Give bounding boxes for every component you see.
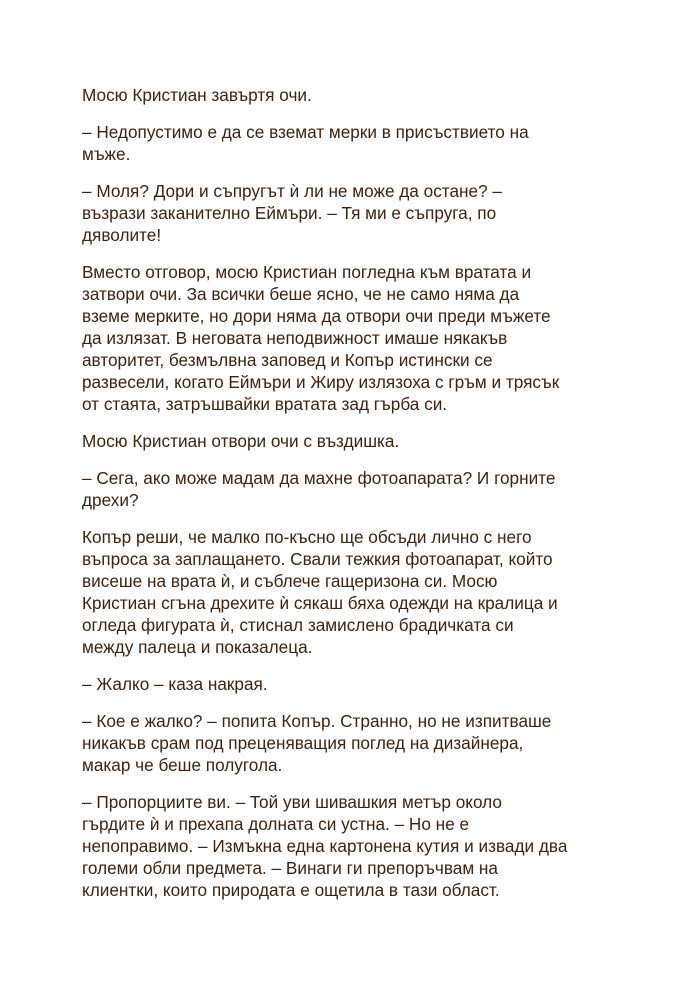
paragraph-10 <box>82 791 640 901</box>
paragraph-1 <box>82 84 640 106</box>
paragraph-3 <box>82 180 640 246</box>
text-line: Вместо отговор, мосю Кристиан погледна към вратата и <box>82 262 532 282</box>
paragraph-4 <box>82 261 640 415</box>
text-line: въпроса за заплащането. Свали тежкия фотоапарат, който <box>82 549 553 569</box>
text-line: – Сега, ако може мадам да махне фотоапарата? И горните <box>82 468 556 488</box>
text-line: мъже. <box>82 144 131 164</box>
text-line: Кристиан сгъна дрехите ѝ сякаш бяха одежди на кралица и <box>82 593 558 613</box>
text-line: Копър реши, че малко по-късно ще обсъди лично с него <box>82 527 532 547</box>
text-line: големи обли предмета. – Винаги ги препоръчвам на <box>82 858 498 878</box>
text-line: клиентки, които природата е ощетила в тази област. <box>82 880 500 900</box>
paragraph-8 <box>82 673 640 695</box>
text-line: развесели, когато Еймъри и Жиру излязоха с гръм и трясък <box>82 372 560 392</box>
text-line: между палеца и показалеца. <box>82 637 313 657</box>
text-line: огледа фигурата ѝ, стиснал замислено брадичката си <box>82 615 514 635</box>
text-line: висеше на врата ѝ, и съблече гащеризона си. Мосю <box>82 571 498 591</box>
paragraph-7 <box>82 526 640 658</box>
text-line: никакъв срам под преценяващия поглед на дизайнера, <box>82 733 524 753</box>
text-line: затвори очи. За всички беше ясно, че не само няма да <box>82 284 520 304</box>
text-line: макар че беше полугола. <box>82 755 283 775</box>
text-line: възрази заканително Еймъри. – Тя ми е съпруга, по <box>82 203 497 223</box>
text-line: Мосю Кристиан отвори очи с въздишка. <box>82 431 400 451</box>
text-line: – Моля? Дори и съпругът ѝ ли не може да остане? – <box>82 181 502 201</box>
text-line: Мосю Кристиан завъртя очи. <box>82 85 312 105</box>
paragraph-9 <box>82 710 640 776</box>
text-line: от стаята, затръшвайки вратата зад гърба си. <box>82 394 448 414</box>
paragraph-5 <box>82 430 640 452</box>
text-line: гърдите ѝ и прехапа долната си устна. – Но не е <box>82 814 470 834</box>
text-line: – Пропорциите ви. – Той уви шивашкия метър около <box>82 792 502 812</box>
text-line: дрехи? <box>82 490 139 510</box>
text-line: вземе мерките, но дори няма да отвори очи преди мъжете <box>82 306 551 326</box>
paragraph-2 <box>82 121 640 165</box>
text-line: – Жалко – каза накрая. <box>82 674 268 694</box>
text-line: непоправимо. – Измъкна една картонена кутия и извади два <box>82 836 568 856</box>
text-line: авторитет, безмълвна заповед и Копър истински се <box>82 350 493 370</box>
text-line: да излязат. В неговата неподвижност имаше някакъв <box>82 328 508 348</box>
text-line: – Недопустимо е да се вземат мерки в присъствието на <box>82 122 529 142</box>
paragraph-6 <box>82 467 640 511</box>
text-line: дяволите! <box>82 225 162 245</box>
text-line: – Кое е жалко? – попита Копър. Странно, но не изпитваше <box>82 711 552 731</box>
